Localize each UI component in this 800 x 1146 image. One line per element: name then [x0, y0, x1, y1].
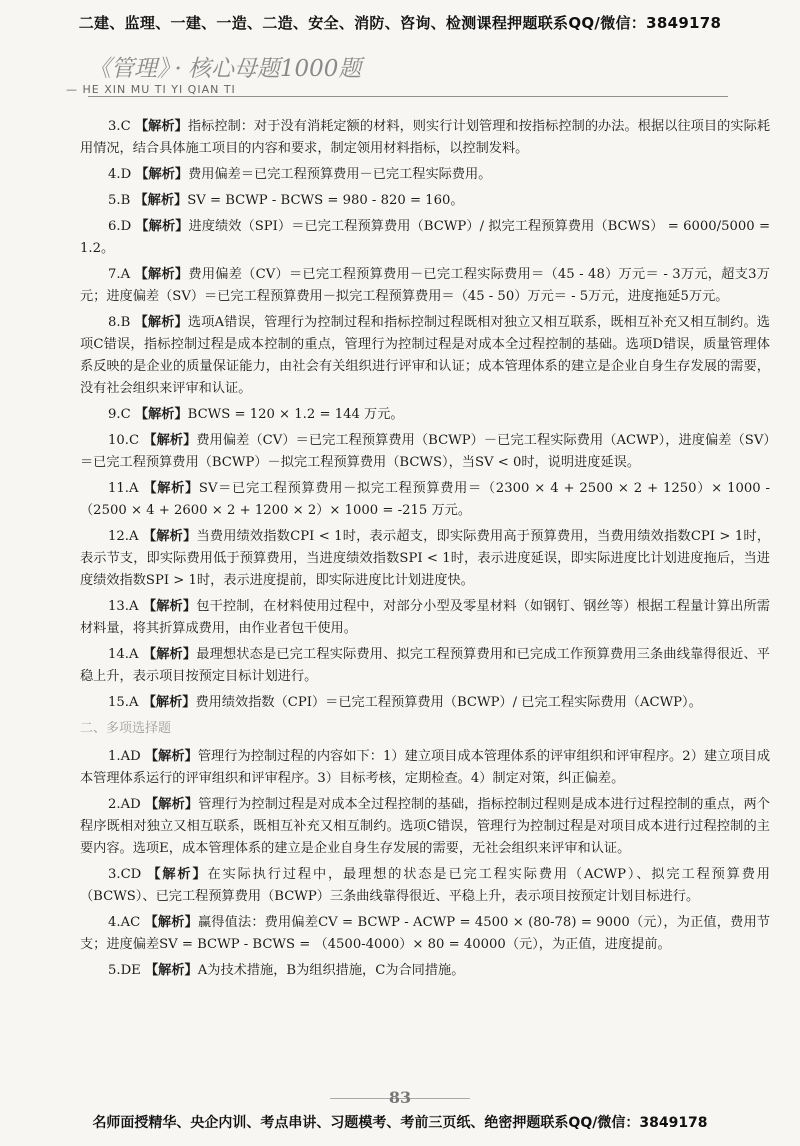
answer-number: 1.AD [108, 749, 141, 764]
analysis-text: 当费用绩效指数CPI < 1时，表示超支，即实际费用高于预算费用，当费用绩效指数CPI > 1时，表示节支，即实际费用低于预算费用，当进度绩效指数SPI < 1时，表示进度延误，即实际进度比计划进度拖后，当进度绩效指数SPI > 1时，表示进度提前，即实际进度比计划进度快。 [80, 529, 771, 588]
analysis-text: 包干控制，在材料使用过程中，对部分小型及零星材料（如钢钉、钢丝等）根据工程量计算出所需材料量，将其折算成费用，由作业者包干使用。 [80, 599, 770, 636]
answer-number: 2.AD [108, 797, 141, 812]
analysis-text: A为技术措施，B为组织措施，C为合同措施。 [197, 963, 465, 978]
analysis-text: 赢得值法：费用偏差CV = BCWP - ACWP = 4500 × (80-78) = 9000（元），为正值，费用节支；进度偏差SV = BCWP - BCWS = （4500-4000）× 80 = 40000（元），为正值，进度提前。 [80, 915, 770, 952]
answer-number: 11.A [108, 481, 139, 496]
analysis-tag: 【解析】 [134, 315, 188, 330]
answer-number: 14.A [108, 647, 139, 662]
answer-number: 5.B [108, 193, 131, 208]
analysis-tag: 【解析】 [145, 797, 199, 812]
answer-item [80, 430, 770, 474]
analysis-text: 选项A错误，管理行为控制过程和指标控制过程既相对独立又相互联系，既相互补充又相互制约。选项C错误，指标控制过程是成本控制的重点，管理行为控制过程是对成本全过程控制的基础。选项D错误，质量管理体系反映的是企业的质量保证能力，由社会有关组织进行评审和认证；成本管理体系的建立是企业自身生存发展的需要，没有社会组织来评审和认证。 [80, 315, 770, 396]
single-choice-answers [80, 116, 770, 714]
answer-item [80, 912, 770, 956]
answer-item [80, 190, 770, 212]
answer-item [80, 864, 770, 908]
answer-number: 7.A [108, 267, 131, 282]
section-title-multi-choice: 二、多项选择题 [80, 721, 172, 736]
answer-number: 9.C [108, 407, 131, 422]
header-rule [88, 96, 728, 97]
answer-number: 13.A [108, 599, 139, 614]
answer-item [80, 794, 770, 860]
analysis-text: BCWS = 120 × 1.2 = 144 万元。 [187, 407, 404, 422]
analysis-tag: 【解析】 [142, 695, 196, 710]
answer-item [80, 746, 770, 790]
answer-number: 5.DE [108, 963, 141, 978]
analysis-tag: 【解析】 [142, 599, 197, 614]
answer-item [80, 404, 770, 426]
answer-item [80, 116, 770, 160]
analysis-text: 在实际执行过程中，最理想的状态是已完工程实际费用（ACWP）、拟完工程预算费用（BCWS）、已完工程预算费用（BCWP）三条曲线靠得很近、平稳上升，表示项目按预定计划目标进行。 [80, 867, 770, 904]
analysis-text: 进度绩效（SPI）＝已完工程预算费用（BCWP）/ 拟完工程预算费用（BCWS） = 6000/5000 = 1.2。 [80, 219, 771, 256]
analysis-text: SV = BCWP - BCWS = 980 - 820 = 160。 [187, 193, 464, 208]
analysis-text: 费用偏差（CV）＝已完工程预算费用（BCWP）－已完工程实际费用（ACWP），进度偏差（SV）＝已完工程预算费用（BCWP）－拟完工程预算费用（BCWS），当SV < 0时，说明进度延误。 [80, 433, 770, 470]
bottom-contact-banner: 名师面授精华、央企内训、考点串讲、习题模考、考前三页纸、绝密押题联系QQ/微信：3849178 [92, 1115, 708, 1131]
analysis-text: 最理想状态是已完工程实际费用、拟完工程预算费用和已完成工作预算费用三条曲线靠得很近、平稳上升，表示项目按预定目标计划进行。 [80, 647, 770, 684]
answer-item [80, 644, 770, 688]
answer-number: 8.B [108, 315, 131, 330]
analysis-tag: 【解析】 [147, 867, 208, 882]
answer-number: 4.D [108, 167, 132, 182]
analysis-text: 指标控制：对于没有消耗定额的材料，则实行计划管理和按指标控制的办法。根据以往项目的实际耗用情况，结合具体施工项目的内容和要求，制定领用材料指标，以控制发料。 [80, 119, 771, 156]
analysis-tag: 【解析】 [134, 267, 189, 282]
answer-number: 12.A [108, 529, 139, 544]
pinyin-text: HE XIN MU TI YI QIAN TI [82, 83, 236, 96]
analysis-text: 费用绩效指数（CPI）＝已完工程预算费用（BCWP）/ 已完工程实际费用（ACWP）。 [195, 695, 702, 710]
answer-number: 6.D [108, 219, 132, 234]
book-header-pinyin: — HE XIN MU TI YI QIAN TI [66, 83, 242, 96]
answer-item [80, 596, 770, 640]
book-series-title: 核心母题1000题 [187, 56, 362, 82]
page-number: 83 [388, 1088, 412, 1107]
analysis-text: 管理行为控制过程的内容如下：1）建立项目成本管理体系的评审组织和评审程序。2）建立项目成本管理体系运行的评审组织和评审程序。3）目标考核，定期检查。4）制定对策，纠正偏差。 [80, 749, 771, 786]
analysis-tag: 【解析】 [142, 647, 197, 662]
analysis-tag: 【解析】 [144, 749, 198, 764]
answer-number: 10.C [108, 433, 140, 448]
multi-choice-answers [80, 746, 770, 982]
analysis-text: 管理行为控制过程是对成本全过程控制的基础，指标控制过程则是成本进行过程控制的重点，两个程序既相对独立又相互联系，既相互补充又相互制约。选项C错误，管理行为控制过程是对项目成本进行过程控制的主要内容。选项E，成本管理体系的建立是企业自身生存发展的需要，无社会组织来评审和认证。 [80, 797, 770, 856]
top-contact-banner: 二建、监理、一建、一造、二造、安全、消防、咨询、检测课程押题联系QQ/微信：3849178 [78, 14, 722, 32]
answer-item [80, 692, 770, 714]
answer-item [80, 312, 770, 400]
book-header-title [88, 50, 361, 83]
answer-item [80, 216, 770, 260]
answer-item [80, 164, 770, 186]
analysis-tag: 【解析】 [143, 433, 197, 448]
analysis-tag: 【解析】 [142, 529, 197, 544]
analysis-tag: 【解析】 [143, 481, 199, 496]
analysis-tag: 【解析】 [135, 167, 189, 182]
answer-number: 3.C [108, 119, 131, 134]
header-dot: · [174, 56, 182, 82]
analysis-tag: 【解析】 [145, 963, 198, 978]
answer-item [80, 264, 770, 308]
book-subject: 《管理》 [88, 56, 169, 82]
analysis-tag: 【解析】 [144, 915, 198, 930]
analysis-text: SV＝已完工程预算费用－拟完工程预算费用＝（2300 × 4 + 2500 × 2 + 1250）× 1000 - （2500 × 4 + 2600 × 2 + 1200 × 2）× 1000 = -215 万元。 [80, 481, 770, 518]
analysis-tag: 【解析】 [135, 219, 189, 234]
answer-content [80, 116, 770, 986]
analysis-text: 费用偏差（CV）＝已完工程预算费用－已完工程实际费用＝（45 - 48）万元＝ - 3万元，超支3万元；进度偏差（SV）＝已完工程预算费用－拟完工程预算费用＝（45 - 50）万元＝ - 5万元，进度拖延5万元。 [80, 267, 770, 304]
answer-item [80, 478, 770, 522]
analysis-tag: 【解析】 [134, 407, 188, 422]
answer-item [80, 960, 770, 982]
answer-item [80, 526, 770, 592]
answer-number: 15.A [108, 695, 139, 710]
analysis-tag: 【解析】 [134, 119, 188, 134]
analysis-text: 费用偏差＝已完工程预算费用－已完工程实际费用。 [188, 167, 492, 182]
answer-number: 3.CD [108, 867, 142, 882]
analysis-tag: 【解析】 [134, 193, 188, 208]
answer-number: 4.AC [108, 915, 141, 930]
